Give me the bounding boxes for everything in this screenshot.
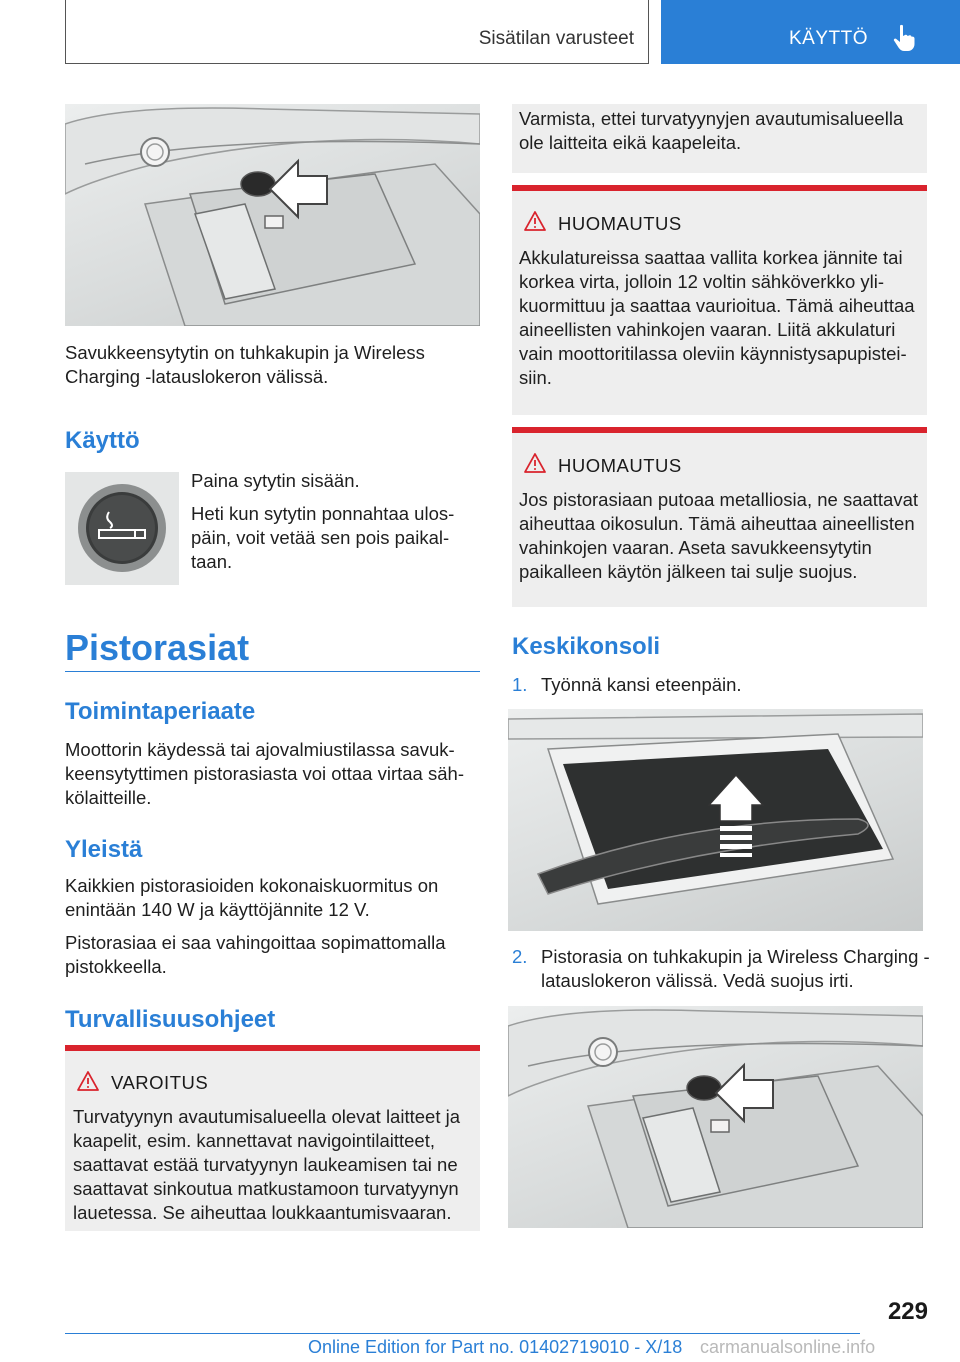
page-number: 229 <box>887 1298 928 1325</box>
warning-text: Turvatyynyn avautumisalueella olevat laitteet ja kaapelit, esim. kannettavat navigointilaitteet, saattavat estää turvatyynyn laukeamisen tai ne saattavat sinkoutua matkustamoon turvatyynyn lauetessa. Se aiheuttaa loukkaantumisvaaran. <box>73 1106 460 1223</box>
kaytto-step-press: Paina sytytin sisään. <box>191 470 360 491</box>
header-section-box <box>65 0 649 64</box>
step1-text: Työnnä kansi eteenpäin. <box>541 674 742 695</box>
warning-box <box>65 1045 480 1231</box>
notice-title: HUOMAUTUS <box>558 213 682 234</box>
step1-number: 1. <box>512 674 528 695</box>
console-lid-illustration <box>508 709 923 931</box>
notice-text: Jos pistorasiaan putoaa metalliosia, ne saattavat aiheuttaa oikosulun. Tämä aiheuttaa aineellisten vahinkojen vaaran. Aseta savukkeensytytin paikalleen käytön jälkeen tai sulje suojus. <box>519 489 919 582</box>
footer-edition: Online Edition for Part no. 01402719010 - X/18 <box>308 1337 683 1357</box>
section-title-pistorasiat: Pistorasiat <box>65 627 250 668</box>
console-illustration <box>508 1006 923 1228</box>
heading-toimintaperiaate: Toimintaperiaate <box>65 698 256 725</box>
console-illustration <box>65 104 480 326</box>
warning-continuation-text: Varmista, ettei turvatyynyjen avautumisalueella ole laitteita eikä kaapeleita. <box>519 108 904 153</box>
header-chapter-tab[interactable] <box>661 0 960 64</box>
header-section-title: Sisätilan varusteet <box>478 28 634 49</box>
hand-pointer-icon <box>893 24 915 52</box>
heading-keskikonsoli: Keskikonsoli <box>512 633 661 660</box>
notice-box-charger <box>512 185 927 415</box>
yleista-load-text: Kaikkien pistorasioiden kokonaiskuormitus on enintään 140 W ja käyttöjännite 12 V. <box>65 875 439 920</box>
header-chapter-label: KÄYTTÖ <box>789 28 869 49</box>
notice-bar <box>512 185 927 191</box>
notice-bar <box>512 427 927 433</box>
console-lid-photo <box>508 709 923 931</box>
heading-kaytto: Käyttö <box>65 427 140 454</box>
notice-box-metal-parts <box>512 427 927 607</box>
heading-turvallisuusohjeet: Turvallisuusohjeet <box>65 1006 276 1033</box>
cigarette-lighter-location-photo <box>65 104 480 326</box>
warning-bar <box>65 1045 480 1051</box>
lighter-button-photo <box>65 472 179 585</box>
section-title-rule <box>65 671 480 672</box>
step2-text: Pistorasia on tuhkakupin ja Wireless Charging -latauslokeron välissä. Vedä suojus irti. <box>541 946 930 991</box>
warning-title: VAROITUS <box>111 1072 209 1093</box>
notice-text: Akkulatureissa saattaa vallita korkea jännite tai korkea virta, jolloin 12 voltin sähköverkko ylikuormittuu ja saattaa vaurioitua. Tämä aiheuttaa aineellisten vahinkojen vaaran. Liitä akkulaturi vain moottoritilassa oleviin käynnistysapupisteisiin. <box>519 247 915 388</box>
photo1-caption: Savukkeensytytin on tuhkakupin ja Wireless Charging -latauslokeron välissä. <box>65 342 425 387</box>
lighter-icon <box>65 472 179 585</box>
warning-triangle-icon <box>524 211 546 231</box>
step2-number: 2. <box>512 946 528 967</box>
footer-rule <box>65 1333 860 1334</box>
heading-yleista: Yleistä <box>65 836 143 863</box>
warning-triangle-icon <box>77 1071 99 1091</box>
yleista-plug-text: Pistorasiaa ei saa vahingoittaa sopimattomalla pistokkeella. <box>65 932 446 977</box>
warning-triangle-icon <box>524 453 546 473</box>
socket-location-photo <box>508 1006 923 1228</box>
toimintaperiaate-text: Moottorin käydessä tai ajovalmiustilassa savukkeensytyttimen pistorasiasta voi ottaa virtaa sähkölaitteille. <box>65 739 464 808</box>
notice-title: HUOMAUTUS <box>558 455 682 476</box>
warning-continuation-box <box>512 104 927 173</box>
kaytto-step-pull: Heti kun sytytin ponnahtaa ulospäin, voit vetää sen pois paikaltaan. <box>191 503 455 572</box>
footer-watermark: carmanualsonline.info <box>700 1337 876 1357</box>
